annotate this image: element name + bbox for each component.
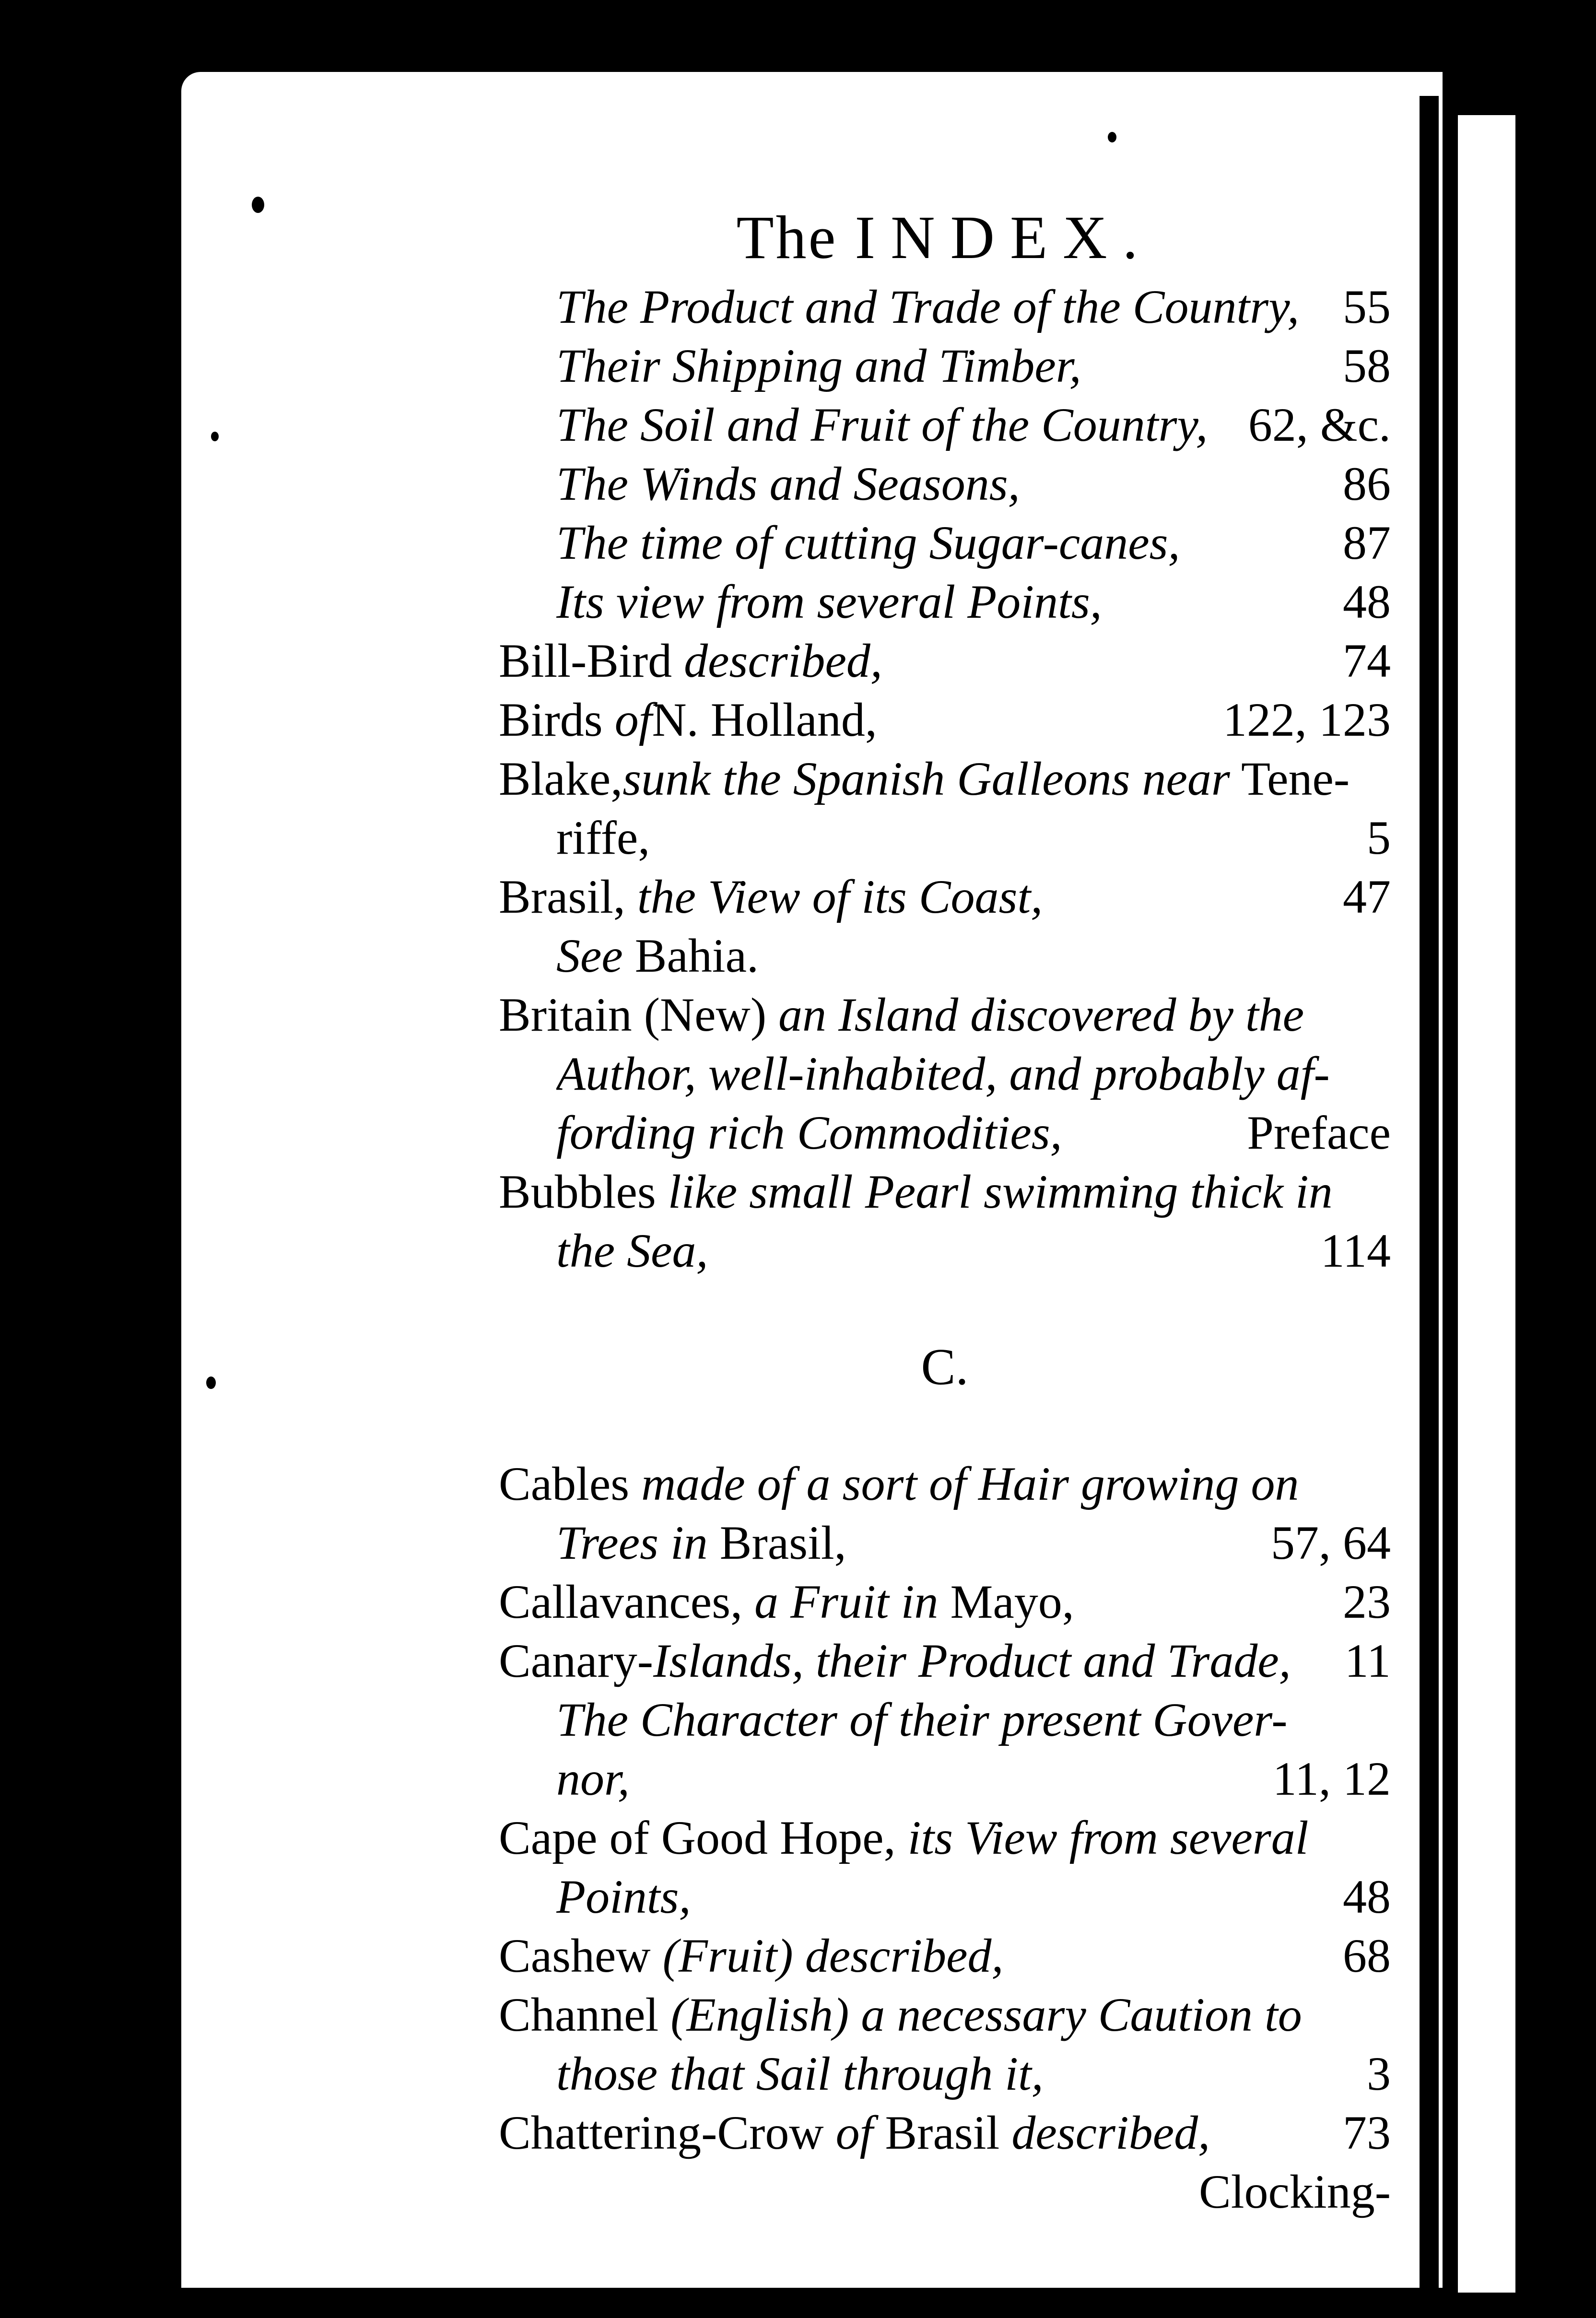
index-entry-continuation: nor, 11, 12 [556,1752,1391,1805]
index-entry-continuation: See Bahia. [556,929,759,982]
index-entry: Bill-Bird described, 74 [499,634,1391,687]
index-entry: Bubbles like small Pearl swimming thick in [499,1165,1333,1218]
index-entry: Their Shipping and Timber, 58 [556,339,1391,392]
index-content [499,201,1391,2221]
index-entry: The Winds and Seasons, 86 [556,457,1391,510]
index-entry-continuation: those that Sail through it, 3 [556,2047,1391,2100]
next-page-edge [1458,115,1515,2293]
index-entry: Its view from several Points, 48 [556,575,1391,628]
index-entry: Britain (New) an Island discovered by the [499,988,1304,1041]
index-entry: The time of cutting Sugar-canes, 87 [556,516,1391,569]
index-entry: Cables made of a sort of Hair growing on [499,1457,1299,1510]
index-entry: The Soil and Fruit of the Country, 62, &c. [556,398,1391,451]
index-entry: Brasil, the View of its Coast, 47 [499,870,1391,923]
index-entry: Channel (English) a necessary Caution to [499,1988,1302,2041]
index-entry-continuation: The Character of their present Gover- [556,1693,1288,1746]
index-entry: Chattering-Crow of Brasil described, 73 [499,2106,1391,2159]
index-entry: Blake,sunk the Spanish Galleons near Tene- [499,752,1350,805]
page-edge-shadow [1420,96,1439,2293]
index-entry: Birds ofN. Holland, 122, 123 [499,693,1391,746]
scan-speck [1108,132,1116,142]
index-entry-continuation: Points, 48 [556,1870,1391,1923]
index-entry: Cashew (Fruit) described, 68 [499,1929,1391,1982]
index-entry: Callavances, a Fruit in Mayo, 23 [499,1575,1391,1628]
index-entry-continuation: Author, well-inhabited, and probably af- [556,1047,1330,1100]
page-title: The INDEX. [736,203,1153,271]
index-entry-continuation: the Sea, 114 [556,1224,1391,1277]
section-letter-c: C. [921,1339,969,1396]
catchword: Clocking- [1199,2165,1391,2218]
index-entry-continuation: fording rich Commodities, Preface [556,1106,1391,1159]
index-entry-continuation: riffe, 5 [556,811,1391,864]
index-entry-continuation: Trees in Brasil, 57, 64 [556,1516,1391,1569]
scan-speck [211,432,219,441]
index-entry: The Product and Trade of the Country, 55 [556,280,1391,333]
scan-speck [252,197,264,213]
index-entry: Canary-Islands, their Product and Trade, 11 [499,1634,1391,1687]
index-entry: Cape of Good Hope, its View from several [499,1811,1309,1864]
scan-speck [206,1377,216,1389]
